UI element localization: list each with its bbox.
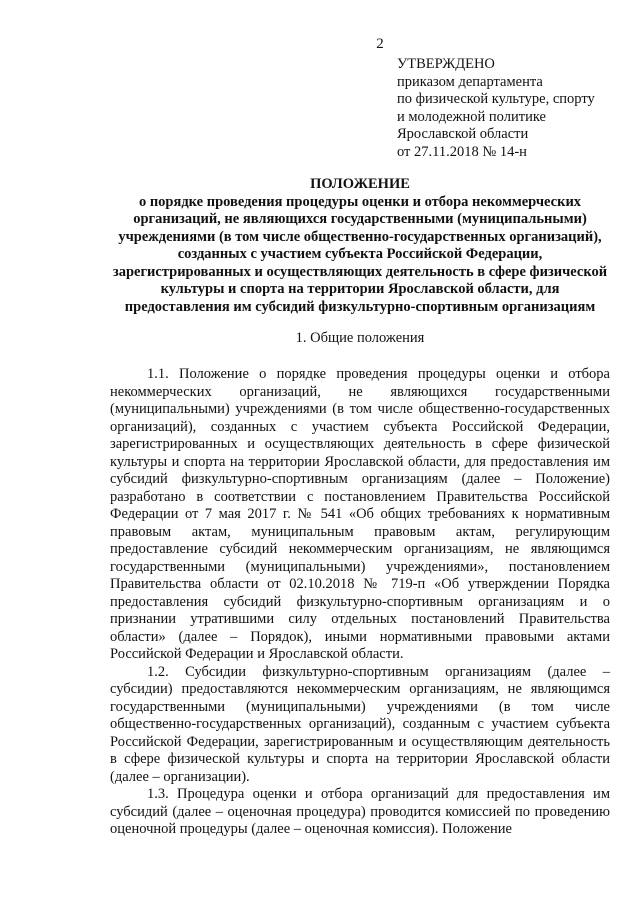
paragraph-1-3: 1.3. Процедура оценки и отбора организаций для предоставления им субсидий (далее – оценочная процедура) проводится комиссией по проведению оценочной процедуры (далее – оценочная комиссия). Положение bbox=[110, 786, 610, 837]
approval-line: от 27.11.2018 № 14-н bbox=[397, 143, 527, 160]
document-title bbox=[110, 176, 610, 316]
paragraph-1-2: 1.2. Субсидии физкультурно-спортивным организациям (далее – субсидии) предоставляются некоммерческим организациям, не являющимся государственными (муниципальными) учреждениями (в том числе общественно-государственных организаций), созданным с участием субъекта Российской Федерации, зарегистрированным и осуществляющим деятельность в сфере физической культуры и спорта на территории Ярославской области (далее – организации). bbox=[110, 663, 610, 785]
approval-line: Ярославской области bbox=[397, 126, 529, 142]
approval-line: приказом департамента bbox=[397, 73, 543, 90]
document-body bbox=[110, 366, 610, 839]
approval-line: УТВЕРЖДЕНО bbox=[397, 56, 495, 72]
approval-line: и молодежной политике bbox=[397, 108, 546, 125]
paragraph-1-1: 1.1. Положение о порядке проведения процедуры оценки и отбора некоммерческих организаций, не являющихся государственными (муниципальными) учреждениями (в том числе общественно-государственных организаций), созданных с участием субъекта Российской Федерации, зарегистрированных и осуществляющих деятельность в сфере физической культуры и спорта на территории Ярославской области, для предоставления им субсидий физкультурно-спортивным организациям (далее – Положение) разработано в соответствии с постановлением Правительства Российской Федерации от 7 мая 2017 г. № 541 «Об общих требованиях к нормативным правовым актам, муниципальным правовым актам, регулирующим предоставление субсидий некоммерческим организациям, не являющимся государственными (муниципальными) учреждениями», постановлением Правительства области от 02.10.2018 № 719-п «Об утверждении Порядка предоставления субсидий физкультурно-спортивным организациям и о признании утратившими силу отдельных постановлений Правительства области» (далее – Порядок), иными нормативными правовыми актами Российской Федерации и Ярославской области. bbox=[110, 366, 610, 662]
approval-line: по физической культуре, спорту bbox=[397, 91, 595, 107]
approval-stamp bbox=[397, 56, 637, 161]
title-heading: ПОЛОЖЕНИЕ bbox=[310, 176, 410, 192]
page-number: 2 bbox=[376, 36, 384, 52]
section-heading: 1. Общие положения bbox=[295, 330, 425, 346]
title-subtitle: о порядке проведения процедуры оценки и отбора некоммерческих организаций, не являющихся государственными (муниципальными) учреждениями (в том числе общественно-государственных организаций), созданных с участием субъекта Российской Федерации, зарегистрированных и осуществляющих деятельность в сфере физической культуры и спорта на территории Ярославской области, для предоставления им субсидий физкультурно-спортивным организациям bbox=[112, 193, 608, 315]
